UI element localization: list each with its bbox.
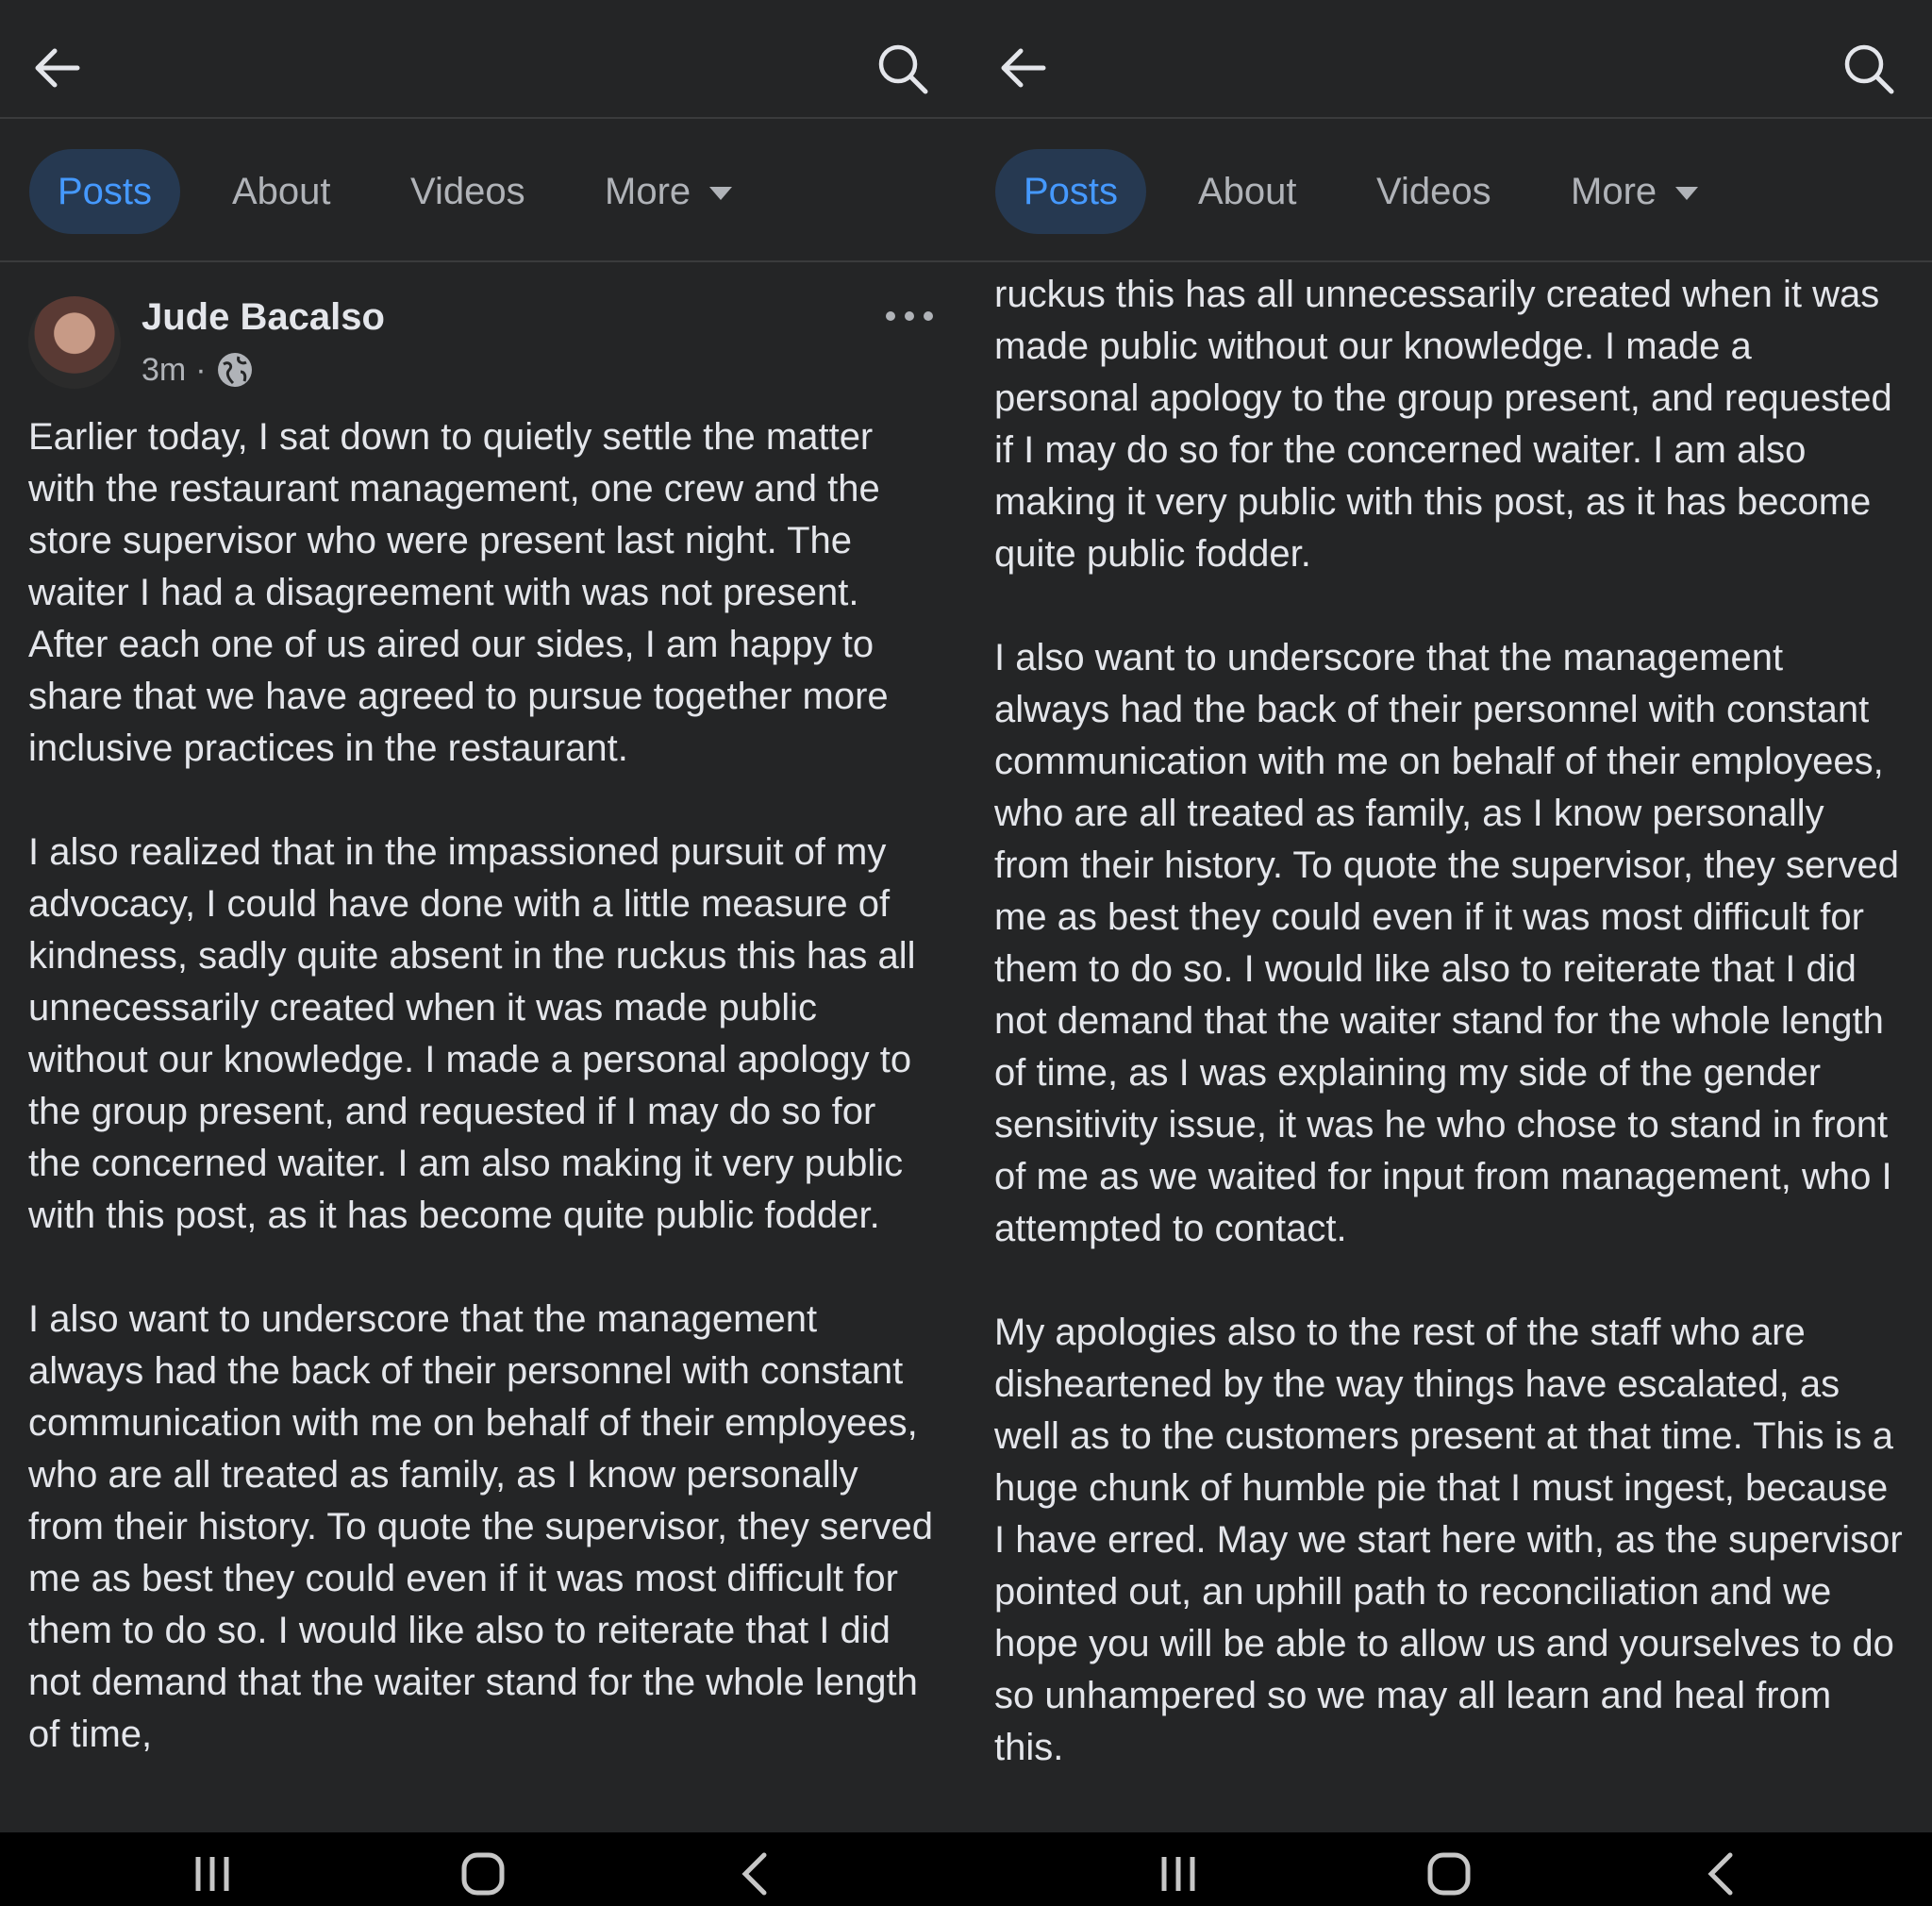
system-back-icon[interactable] [1692, 1846, 1749, 1902]
more-options-icon[interactable] [881, 302, 938, 330]
profile-tabs [966, 121, 1932, 262]
top-app-bar [0, 0, 966, 119]
search-icon[interactable] [1841, 42, 1896, 96]
tab-posts[interactable]: Posts [995, 149, 1146, 234]
home-icon[interactable] [455, 1846, 511, 1902]
home-icon[interactable] [1421, 1846, 1477, 1902]
tab-videos[interactable]: Videos [410, 171, 525, 212]
post-meta [142, 351, 254, 389]
post-author[interactable]: Jude Bacalso [142, 296, 385, 338]
tab-more[interactable] [1571, 149, 1698, 234]
tab-videos[interactable]: Videos [1376, 171, 1491, 212]
tab-about[interactable]: About [232, 171, 331, 212]
tab-about[interactable]: About [1198, 171, 1297, 212]
meta-separator: · [195, 351, 207, 388]
post-paragraph: I also want to underscore that the management always had the back of their personnel with constant communication with me on behalf of their employees, who are all treated as family, as I know personally from their history. To quote the supervisor, they served me as best they could even if it was most difficult for them to do so. I would like also to reiterate that I did not demand that the waiter stand for the whole length of time, [28, 1298, 944, 1755]
post-paragraph: I also want to underscore that the management always had the back of their personnel with constant communication with me on behalf of their employees, who are all treated as family, as I know personally from their history. To quote the supervisor, they served me as best they could even if it was most difficult for them to do so. I would like also to reiterate that I did not demand that the waiter stand for the whole length of time, as I was explaining my side of the gender sensitivity issue, it was he who chose to stand in front of me as we waited for input from management, who I attempted to contact. [994, 637, 1910, 1249]
avatar[interactable] [28, 296, 121, 389]
right-screen [966, 0, 1932, 1906]
post-header [28, 283, 938, 387]
post-body [994, 269, 1913, 1826]
back-arrow-icon[interactable] [994, 40, 1051, 96]
globe-icon [216, 351, 254, 389]
profile-tabs [0, 121, 966, 262]
post-paragraph: ruckus this has all unnecessarily created when it was made public without our knowledge. I made a personal apology to the group present, and requested if I may do so for the concerned waiter. I am also making it very public with this post, as it has become quite public fodder. [994, 274, 1903, 575]
system-nav-bar [966, 1832, 1932, 1906]
post-time[interactable]: 3m [142, 351, 187, 388]
search-icon[interactable] [875, 42, 930, 96]
top-app-bar [966, 0, 1932, 119]
tab-more[interactable] [605, 149, 732, 234]
post-paragraph: Earlier today, I sat down to quietly settle the matter with the restaurant management, one crew and the store supervisor who were present last night. The waiter I had a disagreement with was not present. After each one of us aired our sides, I am happy to share that we have agreed to pursue together more inclusive practices in the restaurant. [28, 416, 899, 769]
tab-more-label: More [605, 171, 691, 212]
back-arrow-icon[interactable] [28, 40, 85, 96]
tab-more-label: More [1571, 171, 1657, 212]
tab-posts[interactable]: Posts [29, 149, 180, 234]
system-back-icon[interactable] [726, 1846, 783, 1902]
recent-apps-icon[interactable] [184, 1846, 241, 1902]
system-nav-bar [0, 1832, 966, 1906]
caret-down-icon [709, 187, 732, 200]
post-body [28, 411, 944, 1813]
post-paragraph: I also realized that in the impassioned pursuit of my advocacy, I could have done with a little measure of kindness, sadly quite absent in the ruckus this has all unnecessarily created when it was made public without our knowledge. I made a personal apology to the group present, and requested if I may do so for the concerned waiter. I am also making it very public with this post, as it has become quite public fodder. [28, 831, 926, 1236]
post-paragraph: My apologies also to the rest of the staff who are disheartened by the way things have escalated, as well as to the customers present at that time. This is a huge chunk of humble pie that I must ingest, because I have erred. May we start here with, as the supervisor pointed out, an uphill path to reconciliation and we hope you will be able to allow us and yourselves to do so unhampered so we may all learn and heal from this. [994, 1312, 1913, 1768]
recent-apps-icon[interactable] [1150, 1846, 1207, 1902]
caret-down-icon [1675, 187, 1698, 200]
